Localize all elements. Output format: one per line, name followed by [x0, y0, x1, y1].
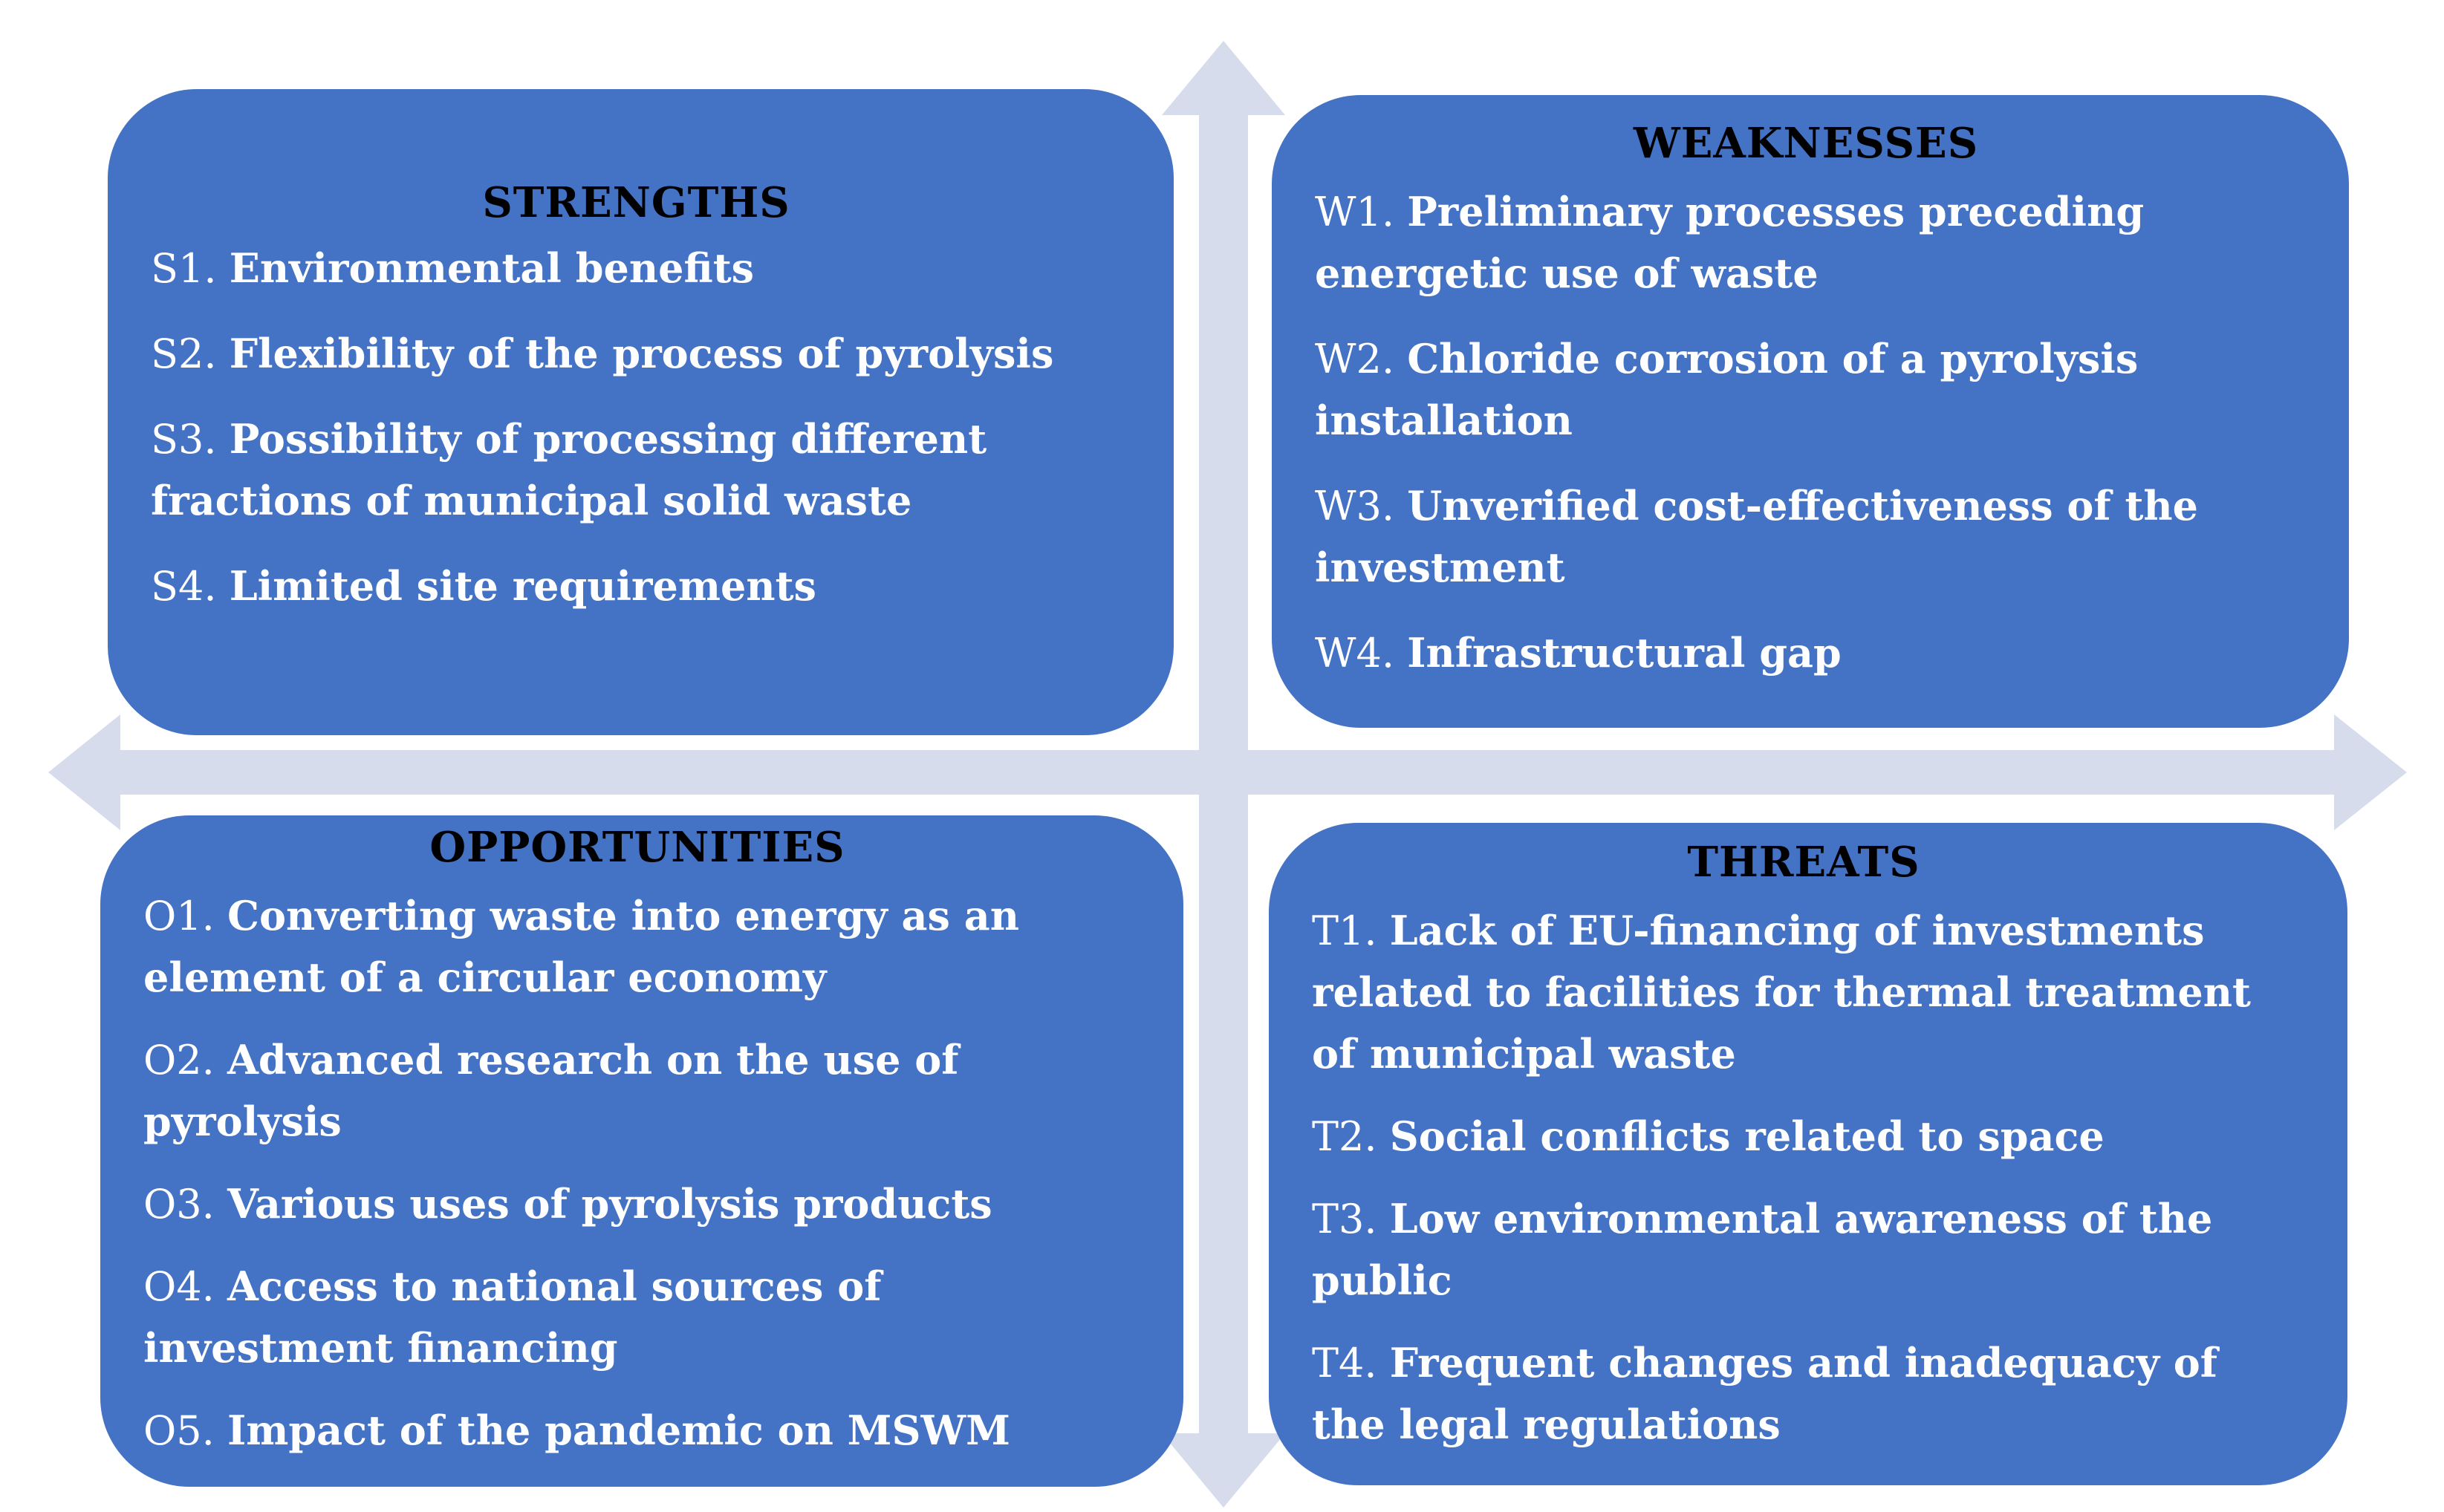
item-code: S1.	[151, 245, 217, 292]
strengths-title: STRENGTHS	[482, 178, 790, 227]
item-text: Low environmental awareness of the public	[1312, 1195, 2213, 1304]
item-code: S3.	[151, 416, 217, 463]
item-code: T1.	[1312, 907, 1377, 954]
item-text: Advanced research on the use of pyrolysis	[143, 1036, 959, 1145]
opportunities-quadrant	[100, 815, 1183, 1487]
threat-item	[1312, 1188, 2295, 1311]
strength-item	[151, 408, 1122, 532]
item-text: Access to national sources of investment financing	[143, 1262, 882, 1372]
item-code: O3.	[143, 1181, 215, 1228]
threat-item	[1312, 1332, 2295, 1456]
threat-item	[1312, 1106, 2295, 1167]
threat-item	[1312, 900, 2295, 1085]
item-text: Infrastructural gap	[1407, 629, 1842, 677]
strength-item	[151, 238, 1122, 299]
item-code: O2.	[143, 1037, 215, 1084]
opportunity-item	[143, 1029, 1131, 1153]
item-code: T2.	[1312, 1113, 1377, 1160]
item-text: Impact of the pandemic on MSWM	[227, 1407, 1010, 1454]
item-code: W1.	[1315, 189, 1395, 235]
item-code: T3.	[1312, 1196, 1377, 1242]
weakness-item	[1315, 475, 2297, 599]
item-text: Flexibility of the process of pyrolysis	[229, 330, 1054, 377]
item-text: Limited site requirements	[229, 562, 816, 610]
strengths-quadrant	[108, 89, 1174, 735]
item-text: Converting waste into energy as an element of a circular economy	[143, 892, 1019, 1001]
item-text: Lack of EU-financing of investments related to facilities for thermal treatment of municipal waste	[1312, 907, 2251, 1078]
item-code: O5.	[143, 1407, 215, 1454]
item-text: Possibility of processing different fractions of municipal solid waste	[151, 415, 987, 524]
item-code: T4.	[1312, 1340, 1377, 1386]
item-code: W2.	[1315, 336, 1395, 382]
item-code: S4.	[151, 563, 217, 610]
item-text: Frequent changes and inadequacy of the legal regulations	[1312, 1339, 2217, 1448]
weakness-item	[1315, 181, 2297, 304]
item-code: W4.	[1315, 630, 1395, 677]
opportunity-item	[143, 885, 1131, 1008]
item-text: Chloride corrosion of a pyrolysis installation	[1315, 335, 2139, 444]
item-code: W3.	[1315, 483, 1395, 529]
threats-quadrant	[1269, 823, 2347, 1485]
item-text: Environmental benefits	[229, 244, 755, 292]
item-text: Preliminary processes preceding energetic use of waste	[1315, 188, 2145, 297]
opportunity-item	[143, 1256, 1131, 1379]
threats-title: THREATS	[1687, 838, 1920, 887]
weakness-item	[1315, 622, 2297, 684]
item-code: O4.	[143, 1263, 215, 1310]
weakness-item	[1315, 328, 2297, 452]
item-text: Social conflicts related to space	[1389, 1112, 2105, 1160]
weaknesses-title: WEAKNESSES	[1633, 119, 1979, 168]
item-text: Unverified cost-effectiveness of the investment	[1315, 482, 2199, 591]
item-code: S2.	[151, 330, 217, 377]
opportunities-title: OPPORTUNITIES	[429, 823, 845, 872]
opportunity-item	[143, 1400, 1131, 1462]
item-text: Various uses of pyrolysis products	[227, 1180, 992, 1228]
item-code: O1.	[143, 893, 215, 939]
weaknesses-quadrant	[1272, 95, 2349, 728]
opportunity-item	[143, 1173, 1131, 1235]
strength-item	[151, 323, 1122, 385]
strength-item	[151, 555, 1122, 617]
